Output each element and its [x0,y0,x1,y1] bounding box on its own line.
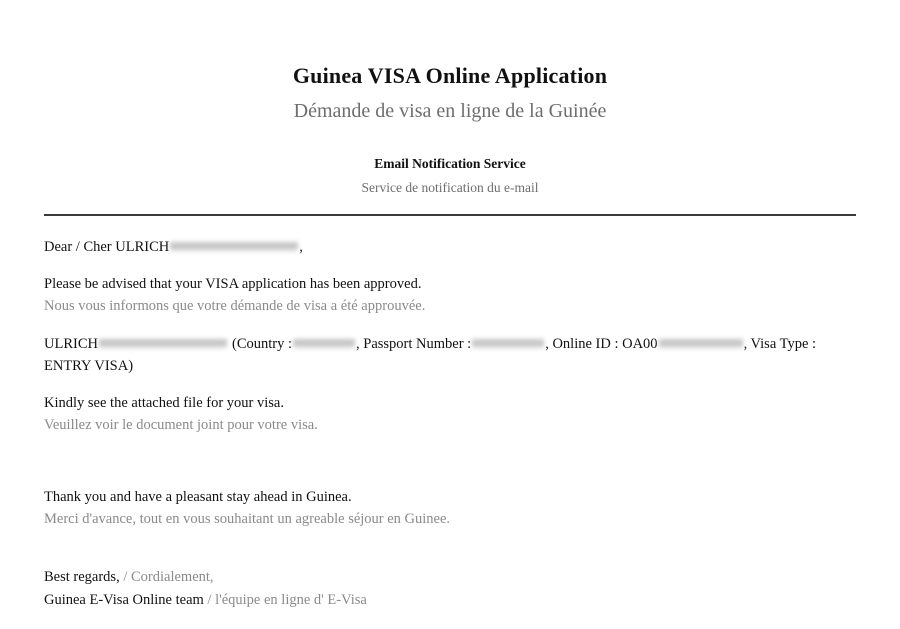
attachment-paragraph [44,393,856,437]
passport-label: , Passport Number : [356,335,472,352]
redacted-online-id [659,338,743,349]
approval-text-fr: Nous vous informons que votre démande de visa a été approuvée. [44,298,426,315]
signoff-en: Best regards, [44,569,120,586]
service-subtitle-french: Service de notification du e-mail [361,180,539,196]
online-id-label: , Online ID : OA00 [545,335,658,352]
spacer [44,453,856,487]
team-name-fr: l'équipe en ligne d' E-Visa [215,591,367,608]
document-header [0,0,900,197]
visa-type-label: , Visa Type : ENTRY VISA) [44,335,817,374]
signoff-line [44,566,856,588]
approval-paragraph [44,274,856,318]
header-divider [44,214,856,216]
thanks-text-en: Thank you and have a pleasant stay ahead in Guinea. [44,488,352,505]
salutation-suffix: , [299,238,303,255]
thanks-paragraph [44,487,856,531]
attachment-text-fr: Veuillez voir le document joint pour votre visa. [44,417,318,434]
country-label: (Country : [231,335,292,352]
redacted-name [170,241,298,252]
redacted-country [293,338,355,349]
redacted-full-name [99,338,227,349]
thanks-text-fr: Merci d'avance, tout en vous souhaitant un agreable séjour en Guinee. [44,510,451,527]
signoff-block [44,566,856,611]
team-line [44,589,856,611]
attachment-text-en: Kindly see the attached file for your visa. [44,395,284,412]
page-title-french: Démande de visa en ligne de la Guinée [293,99,607,122]
team-name-en: Guinea E-Visa Online team [44,591,204,608]
approval-text-en: Please be advised that your VISA application has been approved. [44,276,422,293]
redacted-passport-number [472,338,544,349]
salutation-paragraph [44,237,856,259]
service-subtitle: Email Notification Service [374,155,526,171]
salutation-prefix: Dear / Cher ULRICH [44,238,170,255]
email-body [0,237,900,612]
team-separator: / [203,591,216,608]
signoff-separator: / [119,569,131,586]
page-title: Guinea VISA Online Application [292,63,608,88]
applicant-details-paragraph [44,334,856,378]
applicant-name: ULRICH [44,335,98,352]
spacer-2 [44,546,856,566]
signoff-fr: Cordialement, [130,569,214,586]
